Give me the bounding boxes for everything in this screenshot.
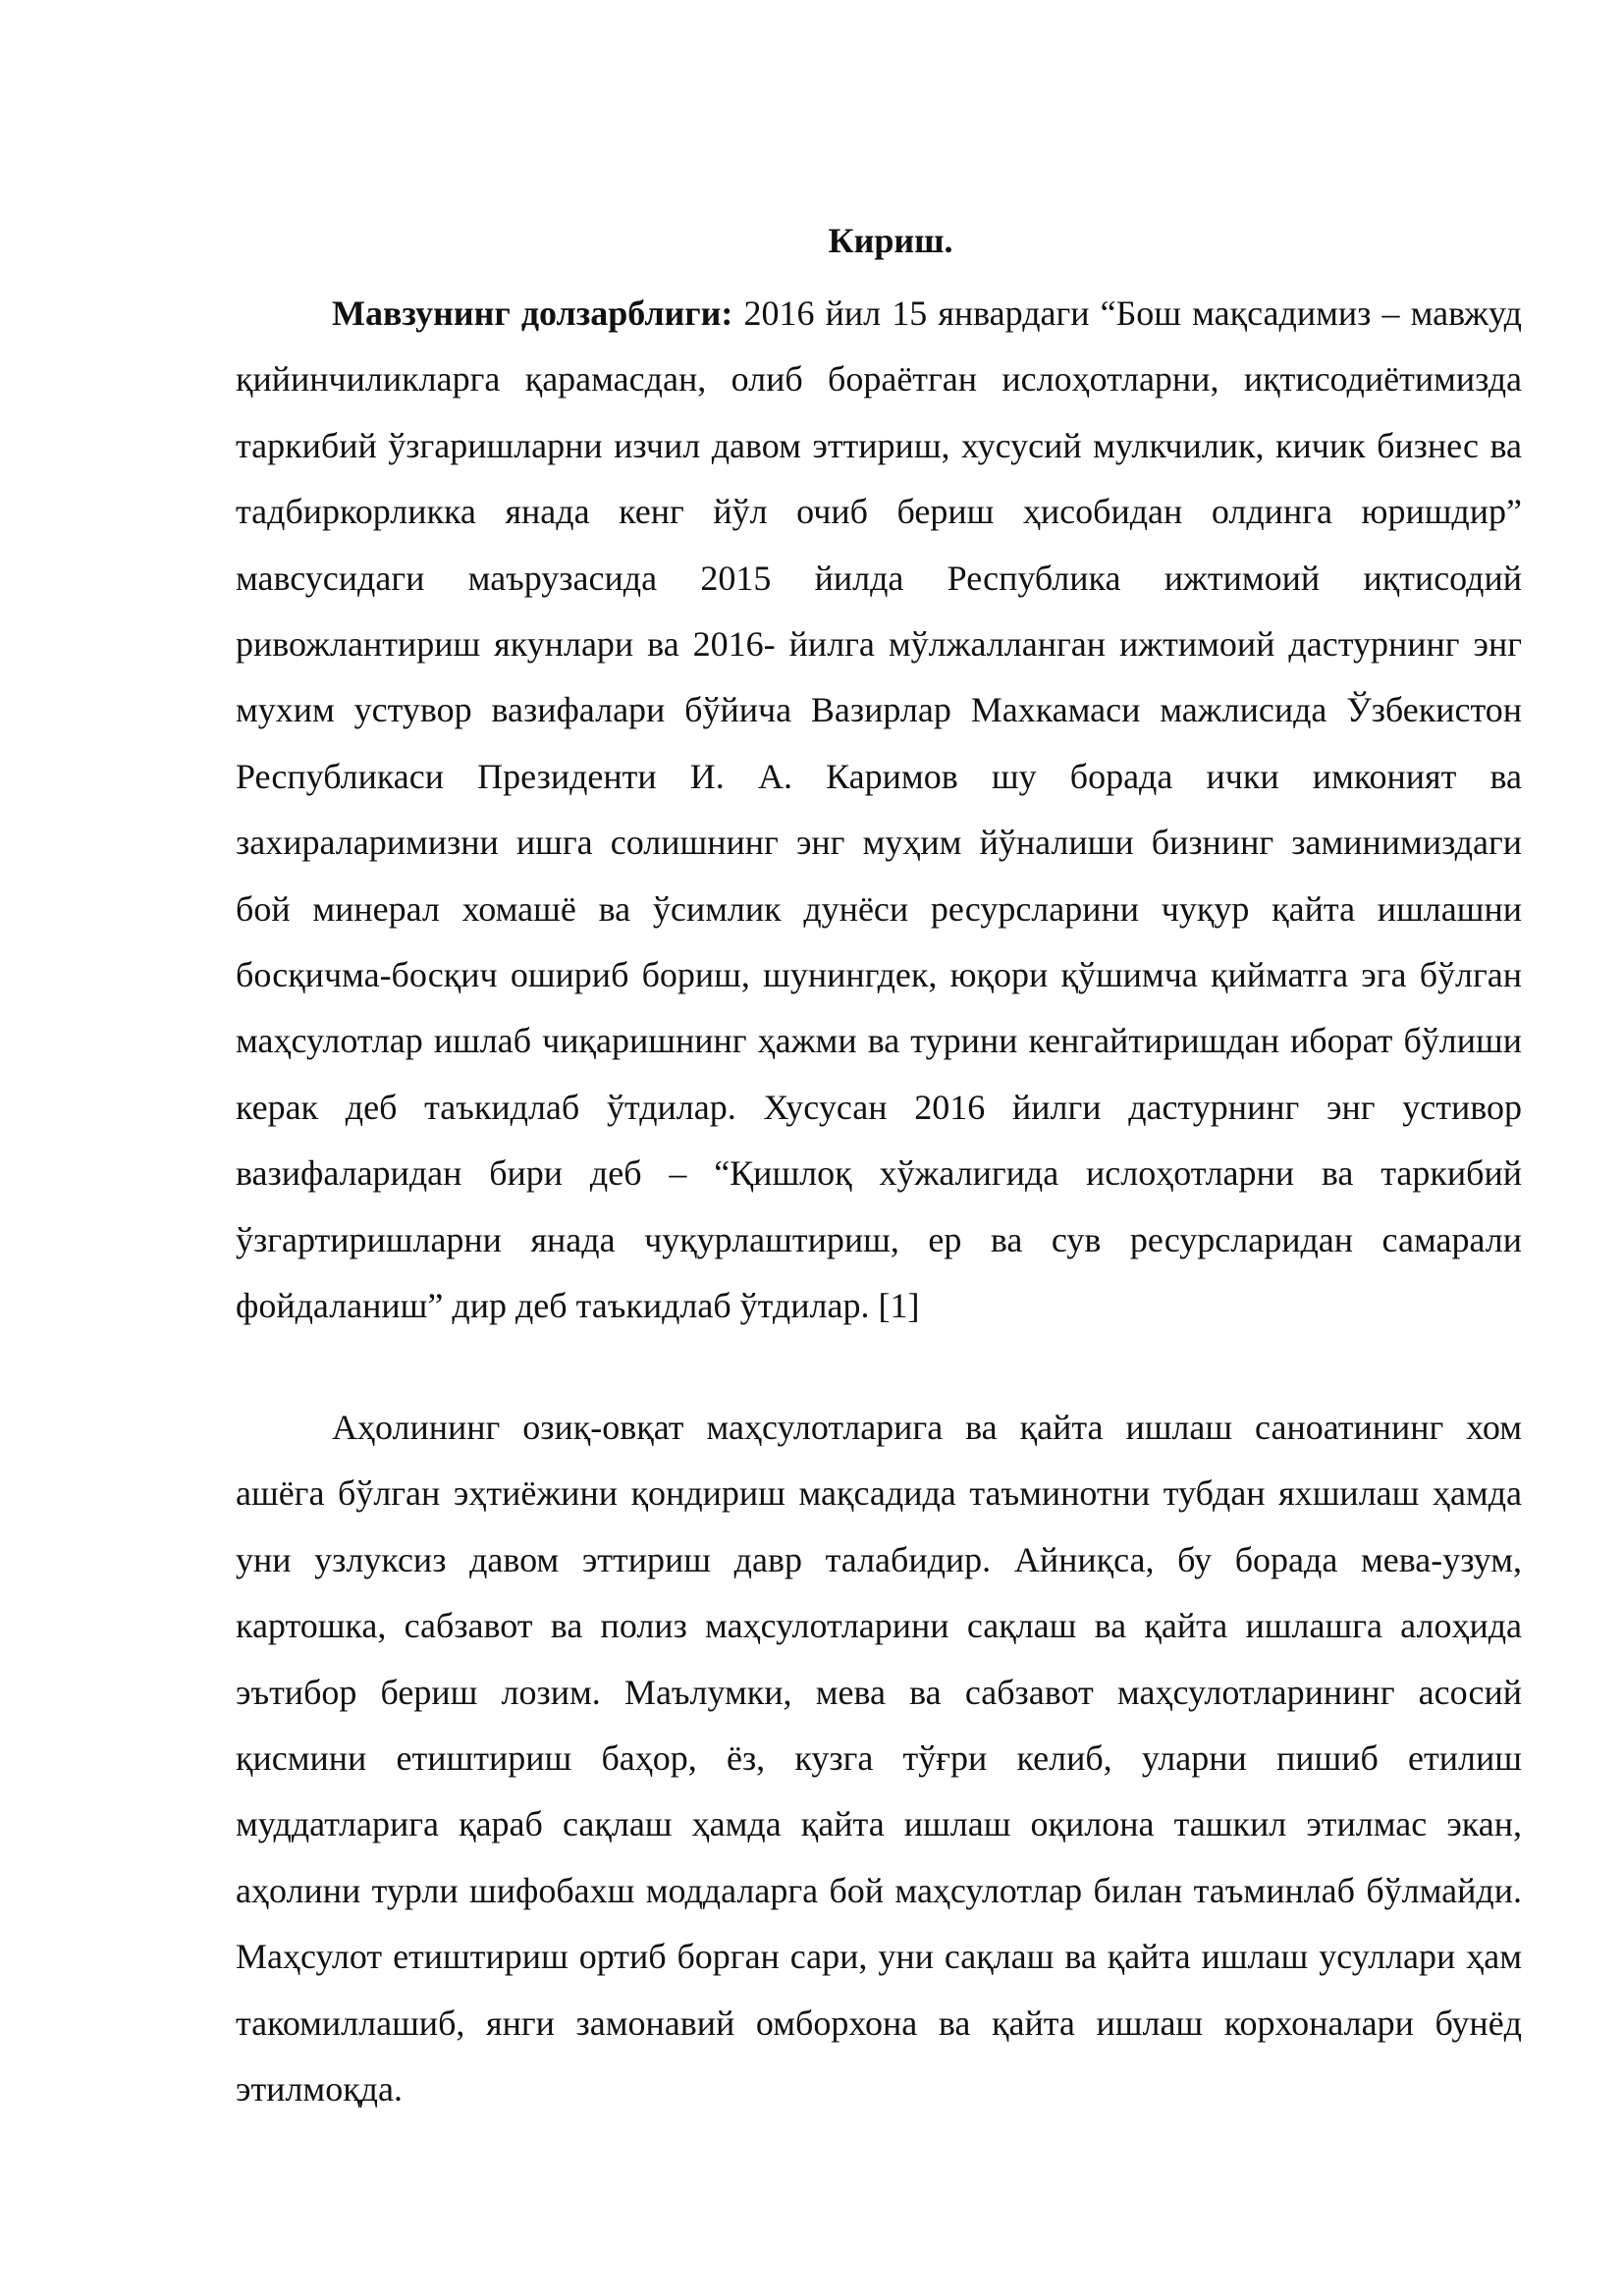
paragraph-population-supply: Аҳолининг озиқ-овқат маҳсулотларига ва қайта ишлаш саноатининг хом ашёга бўлган эҳтиёжини қондириш мақсадида таъминотни тубдан яхшилаш ҳамда уни узлуксиз давом эттириш давр талабидир. Айниқса, бу борада мева-узум, картошка, сабзавот ва полиз маҳсулотларини сақлаш ва қайта ишлашга алоҳида эътибор бериш лозим. Маълумки, мева ва сабзавот маҳсулотларининг асосий қисмини етиштириш баҳор, ёз, кузга тўғри келиб, уларни пишиб етилиш муддатларига қараб сақлаш ҳамда қайта ишлаш оқилона ташкил этилмас экан, аҳолини турли шифобахш моддаларга бой маҳсулотлар билан таъминлаб бўлмайди. Маҳсулот етиштириш ортиб борган сари, уни сақлаш ва қайта ишлаш усуллари ҳам такомиллашиб, янги замонавий омборхона ва қайта ишлаш корхоналари бунёд этилмоқда. xyxy=(236,1408,1522,2109)
paragraph-relevance xyxy=(236,281,1522,1340)
page-title: Кириш. xyxy=(828,221,953,260)
paragraph-lead-heading: Мавзунинг долзарблиги: xyxy=(332,294,733,333)
paragraph-body-text: 2016 йил 15 январдаги “Бош мақсадимиз – мавжуд қийинчиликларга қарамасдан, олиб бораётган ислоҳотларни, иқтисодиётимизда таркибий ўзгаришларни изчил давом эттириш, хусусий мулкчилик, кичик бизнес ва тадбиркорликка янада кенг йўл очиб бериш ҳисобидан олдинга юришдир” мавсусидаги маърузасида 2015 йилда Республика ижтимоий иқтисодий ривожлантириш якунлари ва 2016- йилга мўлжалланган ижтимоий дастурнинг энг мухим устувор вазифалари бўйича Вазирлар Махкамаси мажлисида Ўзбекистон Республикаси Президенти И. А. Каримов шу борада ички имконият ва захираларимизни ишга солишнинг энг муҳим йўналиши бизнинг заминимиздаги бой минерал хомашё ва ўсимлик дунёси ресурсларини чуқур қайта ишлашни босқичма-босқич ошириб бориш, шунингдек, юқори қўшимча қийматга эга бўлган маҳсулотлар ишлаб чиқаришнинг ҳажми ва турини кенгайтиришдан иборат бўлиши керак деб таъкидлаб ўтдилар. Хусусан 2016 йилги дастурнинг энг устивор вазифаларидан бири деб – “Қишлоқ хўжалигида ислоҳотларни ва таркибий ўзгартиришларни янада чуқурлаштириш, ер ва сув ресурсларидан самарали фойдаланиш” дир деб таъкидлаб ўтдилар. [1] xyxy=(236,294,1522,1326)
